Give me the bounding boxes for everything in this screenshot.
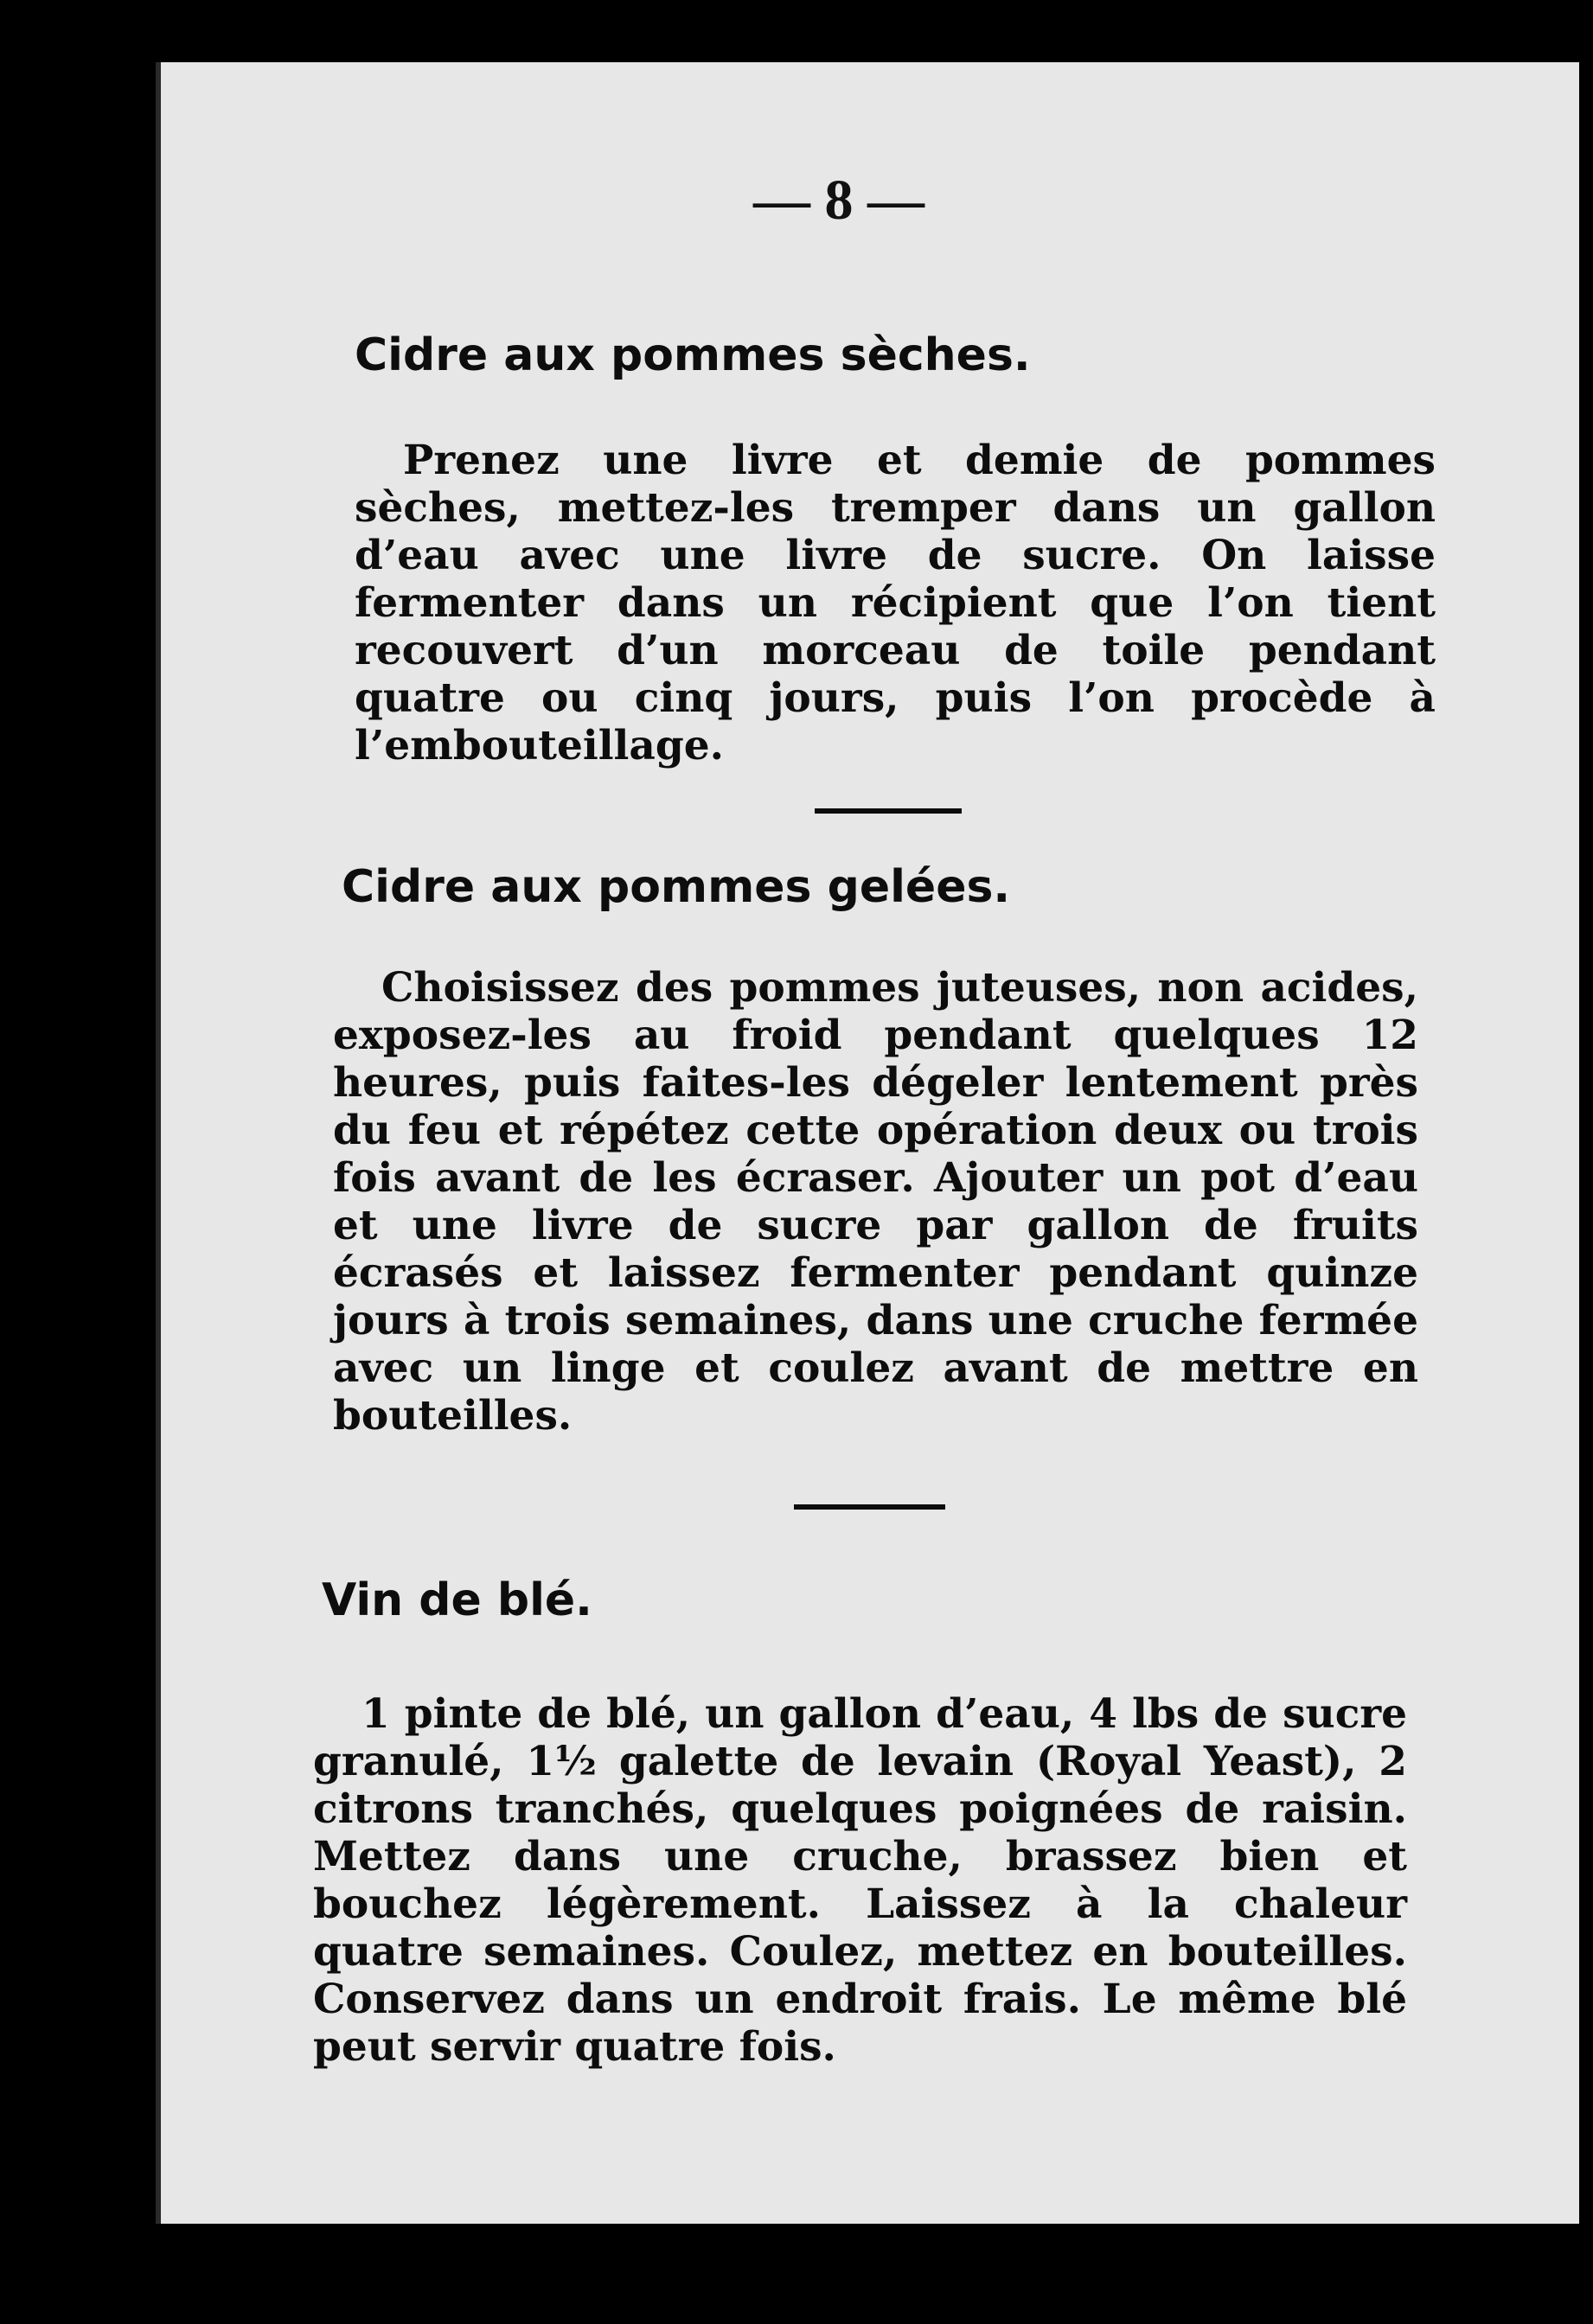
section-title-cidre-pommes-seches: Cidre aux pommes sèches. bbox=[355, 329, 1031, 381]
section-divider bbox=[815, 808, 962, 814]
section-divider bbox=[794, 1504, 945, 1510]
section-body-cidre-pommes-gelees: Choisissez des pommes juteuses, non acides, exposez-les au froid pendant quelques 12 heures, puis faites-les dégeler lentement près du feu et répétez cette opération deux ou trois fois avant de les écraser. Ajouter un pot d’eau et une livre de sucre par gallon de fruits écrasés et laissez fermenter pendant quinze jours à trois semaines, dans une cruche fermée avec un linge et coulez avant de mettre en bouteilles. bbox=[333, 964, 1418, 1440]
section-body-cidre-pommes-seches: Prenez une livre et demie de pommes sèches, mettez-les tremper dans un gallon d’eau avec une livre de sucre. On laisse fermenter dans un récipient que l’on tient recouvert d’un morceau de toile pendant quatre ou cinq jours, puis l’on procède à l’embouteillage. bbox=[355, 437, 1436, 769]
page-number: — 8 — bbox=[753, 169, 924, 232]
section-title-vin-de-ble: Vin de blé. bbox=[322, 1574, 592, 1626]
section-body-vin-de-ble: 1 pinte de blé, un gallon d’eau, 4 lbs de sucre granulé, 1½ galette de levain (Royal Yeast), 2 citrons tranchés, quelques poignées de raisin. Mettez dans une cruche, brassez bien et bouchez légèrement. Laissez à la chaleur quatre semaines. Coulez, mettez en bouteilles. Conservez dans un endroit frais. Le même blé peut servir quatre fois. bbox=[313, 1690, 1407, 2071]
section-title-cidre-pommes-gelees: Cidre aux pommes gelées. bbox=[342, 861, 1011, 913]
